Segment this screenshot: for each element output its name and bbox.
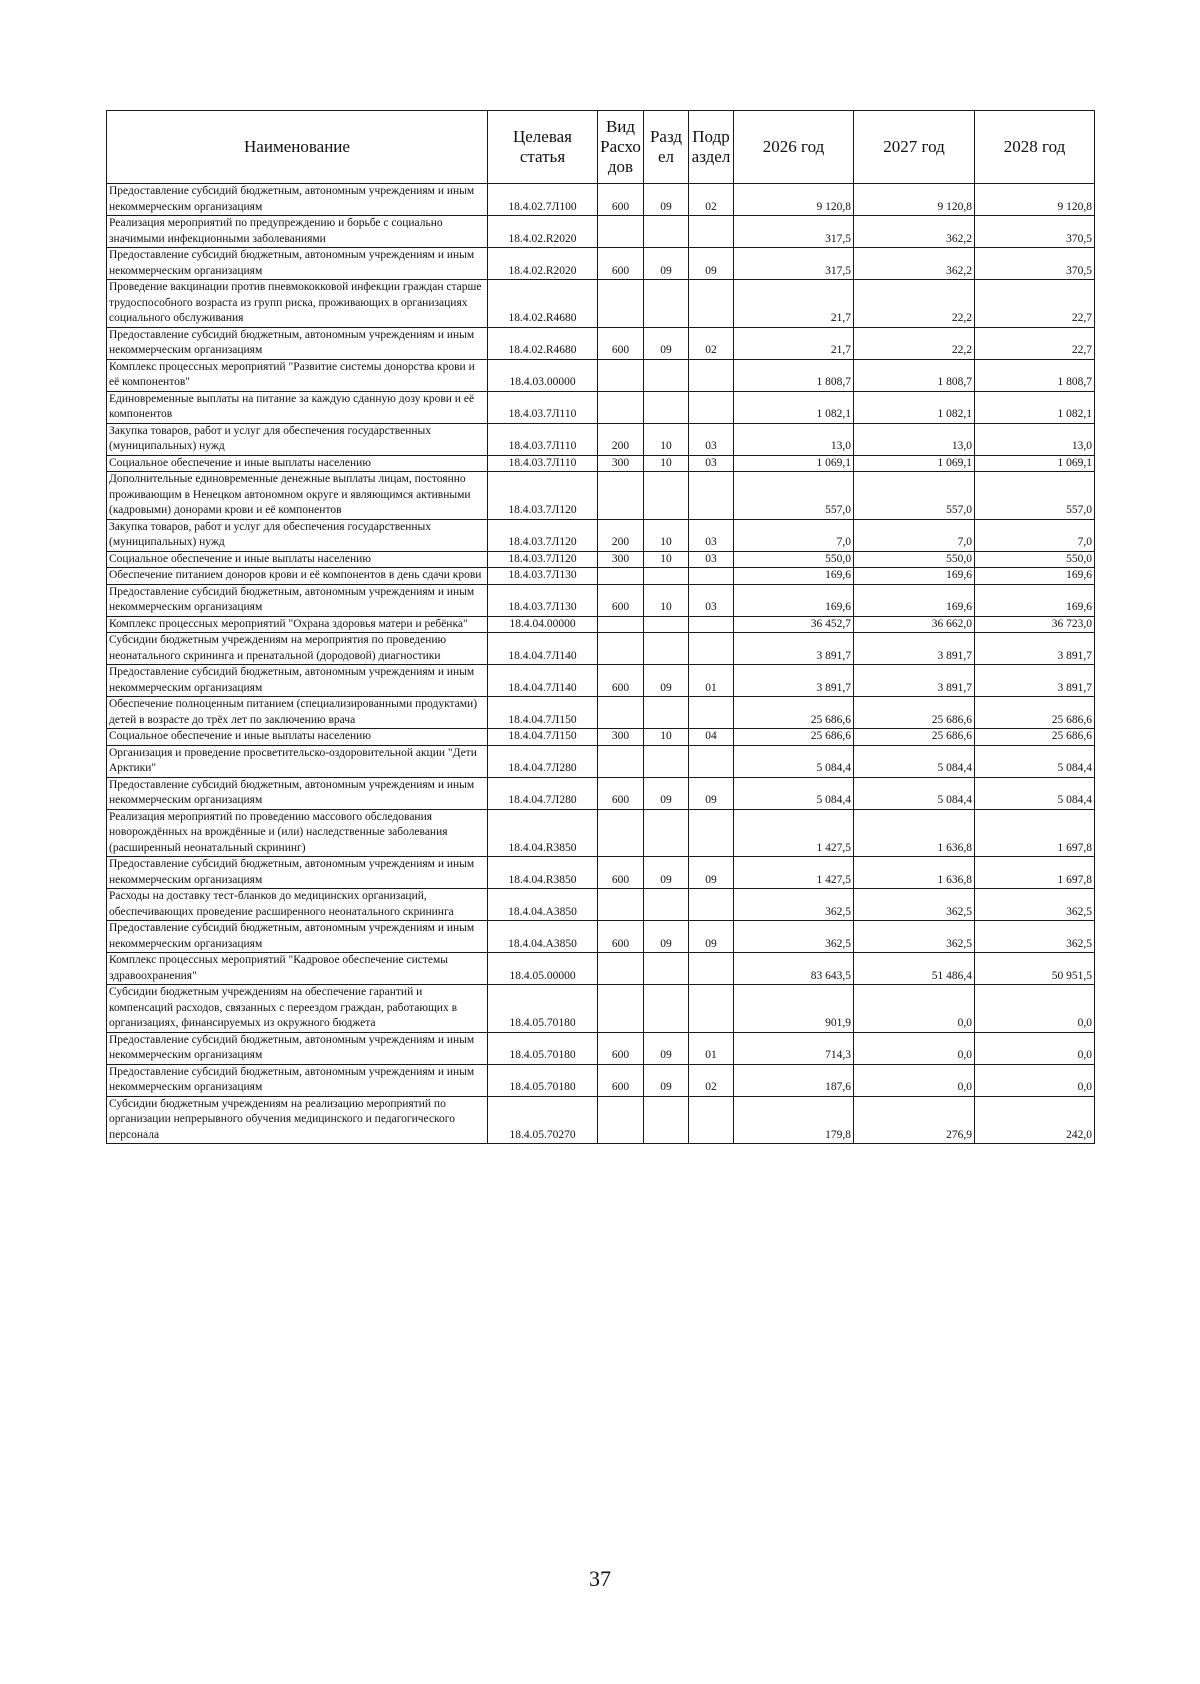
row-section-cell [644, 216, 689, 248]
row-target-article-cell: 18.4.03.7Л110 [488, 391, 598, 423]
row-section-cell [644, 1096, 689, 1144]
row-2028-cell: 7,0 [975, 519, 1095, 551]
row-section-cell [644, 697, 689, 729]
row-section-cell [644, 359, 689, 391]
row-subsection-cell [689, 633, 734, 665]
row-2028-cell: 0,0 [975, 1064, 1095, 1096]
row-name-cell: Единовременные выплаты на питание за каждую сданную дозу крови и её компонентов [107, 391, 488, 423]
row-subsection-cell [689, 953, 734, 985]
row-subsection-cell [689, 472, 734, 520]
row-2028-cell: 3 891,7 [975, 633, 1095, 665]
row-2027-cell: 169,6 [854, 584, 975, 616]
row-2028-cell: 9 120,8 [975, 184, 1095, 216]
row-expense-type-cell: 200 [598, 519, 644, 551]
row-2027-cell: 5 084,4 [854, 745, 975, 777]
table-row [107, 953, 1095, 985]
table-row [107, 584, 1095, 616]
row-section-cell [644, 633, 689, 665]
row-2028-cell: 0,0 [975, 1032, 1095, 1064]
table-row [107, 857, 1095, 889]
table-row [107, 1064, 1095, 1096]
row-subsection-cell: 09 [689, 777, 734, 809]
row-section-cell [644, 953, 689, 985]
table-row [107, 777, 1095, 809]
row-2027-cell: 0,0 [854, 1032, 975, 1064]
table-row [107, 359, 1095, 391]
row-2027-cell: 550,0 [854, 551, 975, 568]
row-2028-cell: 370,5 [975, 248, 1095, 280]
row-subsection-cell: 02 [689, 327, 734, 359]
row-expense-type-cell [598, 472, 644, 520]
row-2026-cell: 169,6 [734, 584, 854, 616]
table-row [107, 184, 1095, 216]
row-expense-type-cell [598, 359, 644, 391]
row-name-cell: Обеспечение полноценным питанием (специализированными продуктами) детей в возрасте до трёх лет по заключению врача [107, 697, 488, 729]
row-expense-type-cell [598, 391, 644, 423]
row-2026-cell: 21,7 [734, 327, 854, 359]
row-name-cell: Закупка товаров, работ и услуг для обеспечения государственных (муниципальных) нужд [107, 423, 488, 455]
row-2026-cell: 3 891,7 [734, 633, 854, 665]
row-subsection-cell [689, 889, 734, 921]
row-target-article-cell: 18.4.02.7Л100 [488, 184, 598, 216]
row-2027-cell: 25 686,6 [854, 697, 975, 729]
row-section-cell: 09 [644, 327, 689, 359]
row-2026-cell: 550,0 [734, 551, 854, 568]
row-2026-cell: 36 452,7 [734, 616, 854, 633]
row-name-cell: Предоставление субсидий бюджетным, автономным учреждениям и иным некоммерческим организациям [107, 665, 488, 697]
table-row [107, 1096, 1095, 1144]
row-2028-cell: 1 082,1 [975, 391, 1095, 423]
row-section-cell: 10 [644, 584, 689, 616]
row-name-cell: Предоставление субсидий бюджетным, автономным учреждениям и иным некоммерческим организациям [107, 921, 488, 953]
table-row [107, 745, 1095, 777]
row-2026-cell: 1 082,1 [734, 391, 854, 423]
row-subsection-cell: 02 [689, 184, 734, 216]
table-row [107, 519, 1095, 551]
row-2026-cell: 7,0 [734, 519, 854, 551]
row-target-article-cell: 18.4.03.00000 [488, 359, 598, 391]
row-2026-cell: 1 069,1 [734, 455, 854, 472]
row-target-article-cell: 18.4.02.R2020 [488, 216, 598, 248]
row-name-cell: Организация и проведение просветительско-оздоровительной акции "Дети Арктики" [107, 745, 488, 777]
row-2028-cell: 3 891,7 [975, 665, 1095, 697]
row-subsection-cell: 03 [689, 423, 734, 455]
row-subsection-cell: 04 [689, 729, 734, 746]
row-expense-type-cell: 300 [598, 729, 644, 746]
row-section-cell: 10 [644, 423, 689, 455]
row-name-cell: Субсидии бюджетным учреждениям на обеспечение гарантий и компенсаций расходов, связанных с переездом граждан, работающих в организациях, финансируемых из окружного бюджета [107, 985, 488, 1033]
row-target-article-cell: 18.4.03.7Л120 [488, 551, 598, 568]
table-row [107, 391, 1095, 423]
row-2028-cell: 242,0 [975, 1096, 1095, 1144]
row-2026-cell: 25 686,6 [734, 697, 854, 729]
table-row [107, 921, 1095, 953]
row-2028-cell: 13,0 [975, 423, 1095, 455]
row-subsection-cell [689, 616, 734, 633]
table-row [107, 729, 1095, 746]
row-subsection-cell [689, 216, 734, 248]
row-name-cell: Социальное обеспечение и иные выплаты населению [107, 729, 488, 746]
row-2027-cell: 0,0 [854, 985, 975, 1033]
row-expense-type-cell [598, 809, 644, 857]
row-name-cell: Социальное обеспечение и иные выплаты населению [107, 455, 488, 472]
row-expense-type-cell: 200 [598, 423, 644, 455]
table-row [107, 665, 1095, 697]
row-expense-type-cell: 600 [598, 1032, 644, 1064]
row-section-cell: 09 [644, 1064, 689, 1096]
row-2026-cell: 187,6 [734, 1064, 854, 1096]
page-number: 37 [589, 1566, 611, 1591]
row-target-article-cell: 18.4.05.00000 [488, 953, 598, 985]
row-name-cell: Предоставление субсидий бюджетным, автономным учреждениям и иным некоммерческим организациям [107, 184, 488, 216]
row-target-article-cell: 18.4.04.7Л280 [488, 777, 598, 809]
row-2027-cell: 362,5 [854, 889, 975, 921]
row-subsection-cell [689, 1096, 734, 1144]
row-2026-cell: 179,8 [734, 1096, 854, 1144]
row-2027-cell: 362,5 [854, 921, 975, 953]
row-name-cell: Реализация мероприятий по проведению массового обследования новорождённых на врождённые и (или) наследственные заболевания (расширенный неонатальный скрининг) [107, 809, 488, 857]
row-name-cell: Предоставление субсидий бюджетным, автономным учреждениям и иным некоммерческим организациям [107, 777, 488, 809]
table-row [107, 616, 1095, 633]
row-name-cell: Реализация мероприятий по предупреждению и борьбе с социально значимыми инфекционными заболеваниями [107, 216, 488, 248]
row-2026-cell: 5 084,4 [734, 745, 854, 777]
row-target-article-cell: 18.4.02.R2020 [488, 248, 598, 280]
row-2026-cell: 9 120,8 [734, 184, 854, 216]
row-expense-type-cell [598, 889, 644, 921]
row-subsection-cell [689, 745, 734, 777]
row-name-cell: Предоставление субсидий бюджетным, автономным учреждениям и иным некоммерческим организациям [107, 1064, 488, 1096]
row-section-cell [644, 391, 689, 423]
row-2027-cell: 25 686,6 [854, 729, 975, 746]
row-2027-cell: 1 069,1 [854, 455, 975, 472]
row-2028-cell: 50 951,5 [975, 953, 1095, 985]
row-section-cell: 09 [644, 1032, 689, 1064]
row-target-article-cell: 18.4.04.7Л140 [488, 665, 598, 697]
row-section-cell: 10 [644, 519, 689, 551]
row-name-cell: Комплекс процессных мероприятий "Кадровое обеспечение системы здравоохранения" [107, 953, 488, 985]
row-2026-cell: 317,5 [734, 248, 854, 280]
row-name-cell: Дополнительные единовременные денежные выплаты лицам, постоянно проживающим в Ненецком автономном округе и являющимся активными (кадровыми) донорами крови и её компонентов [107, 472, 488, 520]
row-section-cell: 09 [644, 665, 689, 697]
row-subsection-cell [689, 568, 734, 585]
header-subsection: Подр аздел [689, 111, 734, 184]
row-expense-type-cell [598, 985, 644, 1033]
row-name-cell: Субсидии бюджетным учреждениям на реализацию мероприятий по организации непрерывного обучения медицинского и педагогического персонала [107, 1096, 488, 1144]
table-row [107, 455, 1095, 472]
row-2027-cell: 276,9 [854, 1096, 975, 1144]
row-2028-cell: 169,6 [975, 584, 1095, 616]
row-expense-type-cell [598, 697, 644, 729]
row-2028-cell: 362,5 [975, 921, 1095, 953]
row-2026-cell: 3 891,7 [734, 665, 854, 697]
row-name-cell: Социальное обеспечение и иные выплаты населению [107, 551, 488, 568]
row-subsection-cell: 03 [689, 584, 734, 616]
row-expense-type-cell [598, 568, 644, 585]
row-subsection-cell: 09 [689, 921, 734, 953]
row-2028-cell: 5 084,4 [975, 777, 1095, 809]
row-target-article-cell: 18.4.04.7Л150 [488, 729, 598, 746]
row-section-cell [644, 809, 689, 857]
row-2027-cell: 22,2 [854, 280, 975, 328]
row-2028-cell: 22,7 [975, 280, 1095, 328]
row-name-cell: Субсидии бюджетным учреждениям на мероприятия по проведению неонатального скрининга и пренатальной (дородовой) диагностики [107, 633, 488, 665]
row-target-article-cell: 18.4.05.70180 [488, 1064, 598, 1096]
row-subsection-cell: 03 [689, 519, 734, 551]
row-2026-cell: 13,0 [734, 423, 854, 455]
row-2026-cell: 1 808,7 [734, 359, 854, 391]
row-2028-cell: 36 723,0 [975, 616, 1095, 633]
budget-table [106, 110, 1095, 1144]
row-subsection-cell [689, 697, 734, 729]
table-row [107, 551, 1095, 568]
row-2026-cell: 1 427,5 [734, 857, 854, 889]
row-expense-type-cell: 600 [598, 1064, 644, 1096]
row-2027-cell: 13,0 [854, 423, 975, 455]
row-2027-cell: 22,2 [854, 327, 975, 359]
row-section-cell: 10 [644, 729, 689, 746]
row-target-article-cell: 18.4.02.R4680 [488, 327, 598, 359]
table-body [107, 184, 1095, 1144]
row-2028-cell: 550,0 [975, 551, 1095, 568]
row-2026-cell: 5 084,4 [734, 777, 854, 809]
row-name-cell: Закупка товаров, работ и услуг для обеспечения государственных (муниципальных) нужд [107, 519, 488, 551]
row-target-article-cell: 18.4.03.7Л120 [488, 472, 598, 520]
row-expense-type-cell [598, 745, 644, 777]
table-row [107, 472, 1095, 520]
row-name-cell: Предоставление субсидий бюджетным, автономным учреждениям и иным некоммерческим организациям [107, 327, 488, 359]
row-section-cell [644, 745, 689, 777]
row-2027-cell: 3 891,7 [854, 665, 975, 697]
row-2027-cell: 0,0 [854, 1064, 975, 1096]
row-subsection-cell: 09 [689, 248, 734, 280]
row-section-cell [644, 889, 689, 921]
row-section-cell: 09 [644, 248, 689, 280]
row-2027-cell: 362,2 [854, 248, 975, 280]
table-row [107, 568, 1095, 585]
header-year-2026: 2026 год [734, 111, 854, 184]
row-section-cell [644, 985, 689, 1033]
row-2027-cell: 1 636,8 [854, 809, 975, 857]
row-2026-cell: 21,7 [734, 280, 854, 328]
row-2027-cell: 362,2 [854, 216, 975, 248]
row-subsection-cell: 02 [689, 1064, 734, 1096]
row-name-cell: Расходы на доставку тест-бланков до медицинских организаций, обеспечивающих проведение расширенного неонатального скрининга [107, 889, 488, 921]
row-target-article-cell: 18.4.04.7Л140 [488, 633, 598, 665]
row-2027-cell: 169,6 [854, 568, 975, 585]
row-subsection-cell: 03 [689, 551, 734, 568]
row-target-article-cell: 18.4.02.R4680 [488, 280, 598, 328]
row-expense-type-cell: 600 [598, 327, 644, 359]
header-name: Наименование [107, 111, 488, 184]
row-section-cell [644, 568, 689, 585]
row-section-cell [644, 616, 689, 633]
row-2026-cell: 169,6 [734, 568, 854, 585]
row-2026-cell: 362,5 [734, 889, 854, 921]
row-expense-type-cell [598, 280, 644, 328]
row-2028-cell: 1 808,7 [975, 359, 1095, 391]
row-subsection-cell: 01 [689, 665, 734, 697]
header-target-article: Целевая статья [488, 111, 598, 184]
row-target-article-cell: 18.4.05.70180 [488, 1032, 598, 1064]
header-expense-type: Вид Расхо дов [598, 111, 644, 184]
row-expense-type-cell [598, 616, 644, 633]
table-row [107, 280, 1095, 328]
row-section-cell [644, 280, 689, 328]
row-2028-cell: 557,0 [975, 472, 1095, 520]
row-expense-type-cell [598, 216, 644, 248]
table-row [107, 889, 1095, 921]
table-row [107, 248, 1095, 280]
table-row [107, 327, 1095, 359]
row-2028-cell: 370,5 [975, 216, 1095, 248]
row-expense-type-cell [598, 1096, 644, 1144]
row-target-article-cell: 18.4.03.7Л120 [488, 519, 598, 551]
row-name-cell: Предоставление субсидий бюджетным, автономным учреждениям и иным некоммерческим организациям [107, 248, 488, 280]
row-expense-type-cell: 300 [598, 551, 644, 568]
row-subsection-cell: 01 [689, 1032, 734, 1064]
row-subsection-cell [689, 280, 734, 328]
row-2028-cell: 25 686,6 [975, 697, 1095, 729]
row-target-article-cell: 18.4.05.70270 [488, 1096, 598, 1144]
row-section-cell [644, 472, 689, 520]
row-expense-type-cell: 600 [598, 584, 644, 616]
row-target-article-cell: 18.4.03.7Л130 [488, 568, 598, 585]
row-2026-cell: 1 427,5 [734, 809, 854, 857]
row-subsection-cell [689, 985, 734, 1033]
row-section-cell: 09 [644, 184, 689, 216]
row-target-article-cell: 18.4.05.70180 [488, 985, 598, 1033]
row-2026-cell: 901,9 [734, 985, 854, 1033]
row-target-article-cell: 18.4.04.7Л150 [488, 697, 598, 729]
row-2027-cell: 9 120,8 [854, 184, 975, 216]
row-2028-cell: 1 697,8 [975, 857, 1095, 889]
row-2028-cell: 0,0 [975, 985, 1095, 1033]
row-expense-type-cell: 600 [598, 248, 644, 280]
table-row [107, 633, 1095, 665]
header-year-2028: 2028 год [975, 111, 1095, 184]
table-row [107, 216, 1095, 248]
row-2026-cell: 25 686,6 [734, 729, 854, 746]
row-2027-cell: 51 486,4 [854, 953, 975, 985]
row-2026-cell: 714,3 [734, 1032, 854, 1064]
row-name-cell: Предоставление субсидий бюджетным, автономным учреждениям и иным некоммерческим организациям [107, 1032, 488, 1064]
row-expense-type-cell: 600 [598, 665, 644, 697]
row-target-article-cell: 18.4.04.00000 [488, 616, 598, 633]
row-target-article-cell: 18.4.03.7Л110 [488, 423, 598, 455]
row-name-cell: Обеспечение питанием доноров крови и её компонентов в день сдачи крови [107, 568, 488, 585]
row-subsection-cell [689, 809, 734, 857]
row-2028-cell: 1 069,1 [975, 455, 1095, 472]
row-section-cell: 10 [644, 551, 689, 568]
row-section-cell: 09 [644, 857, 689, 889]
row-subsection-cell: 09 [689, 857, 734, 889]
row-target-article-cell: 18.4.04.7Л280 [488, 745, 598, 777]
row-2028-cell: 5 084,4 [975, 745, 1095, 777]
row-target-article-cell: 18.4.03.7Л110 [488, 455, 598, 472]
table-row [107, 1032, 1095, 1064]
header-section: Разд ел [644, 111, 689, 184]
row-2027-cell: 1 082,1 [854, 391, 975, 423]
row-name-cell: Комплекс процессных мероприятий "Развитие системы донорства крови и её компонентов" [107, 359, 488, 391]
row-expense-type-cell: 600 [598, 857, 644, 889]
row-2028-cell: 22,7 [975, 327, 1095, 359]
table-row [107, 809, 1095, 857]
row-target-article-cell: 18.4.04.R3850 [488, 857, 598, 889]
row-expense-type-cell: 600 [598, 921, 644, 953]
row-2027-cell: 557,0 [854, 472, 975, 520]
row-target-article-cell: 18.4.04.A3850 [488, 889, 598, 921]
row-2026-cell: 317,5 [734, 216, 854, 248]
row-expense-type-cell: 600 [598, 184, 644, 216]
row-2027-cell: 1 636,8 [854, 857, 975, 889]
table-row [107, 697, 1095, 729]
row-2028-cell: 25 686,6 [975, 729, 1095, 746]
row-2026-cell: 362,5 [734, 921, 854, 953]
row-section-cell: 09 [644, 921, 689, 953]
table-row [107, 423, 1095, 455]
row-expense-type-cell: 300 [598, 455, 644, 472]
row-2026-cell: 557,0 [734, 472, 854, 520]
row-2028-cell: 169,6 [975, 568, 1095, 585]
row-subsection-cell [689, 391, 734, 423]
row-expense-type-cell: 600 [598, 777, 644, 809]
row-2027-cell: 1 808,7 [854, 359, 975, 391]
row-section-cell: 10 [644, 455, 689, 472]
row-name-cell: Комплекс процессных мероприятий "Охрана здоровья матери и ребёнка" [107, 616, 488, 633]
row-2027-cell: 3 891,7 [854, 633, 975, 665]
row-target-article-cell: 18.4.04.R3850 [488, 809, 598, 857]
row-2026-cell: 83 643,5 [734, 953, 854, 985]
row-target-article-cell: 18.4.04.A3850 [488, 921, 598, 953]
row-2027-cell: 5 084,4 [854, 777, 975, 809]
row-name-cell: Проведение вакцинации против пневмококковой инфекции граждан старше трудоспособного возраста из групп риска, проживающих в организациях социального обслуживания [107, 280, 488, 328]
row-expense-type-cell [598, 953, 644, 985]
row-2027-cell: 7,0 [854, 519, 975, 551]
header-year-2027: 2027 год [854, 111, 975, 184]
row-2027-cell: 36 662,0 [854, 616, 975, 633]
row-subsection-cell: 03 [689, 455, 734, 472]
row-2028-cell: 1 697,8 [975, 809, 1095, 857]
row-section-cell: 09 [644, 777, 689, 809]
header-row [107, 111, 1095, 184]
row-expense-type-cell [598, 633, 644, 665]
row-name-cell: Предоставление субсидий бюджетным, автономным учреждениям и иным некоммерческим организациям [107, 584, 488, 616]
row-target-article-cell: 18.4.03.7Л130 [488, 584, 598, 616]
row-subsection-cell [689, 359, 734, 391]
table-row [107, 985, 1095, 1033]
row-2028-cell: 362,5 [975, 889, 1095, 921]
row-name-cell: Предоставление субсидий бюджетным, автономным учреждениям и иным некоммерческим организациям [107, 857, 488, 889]
